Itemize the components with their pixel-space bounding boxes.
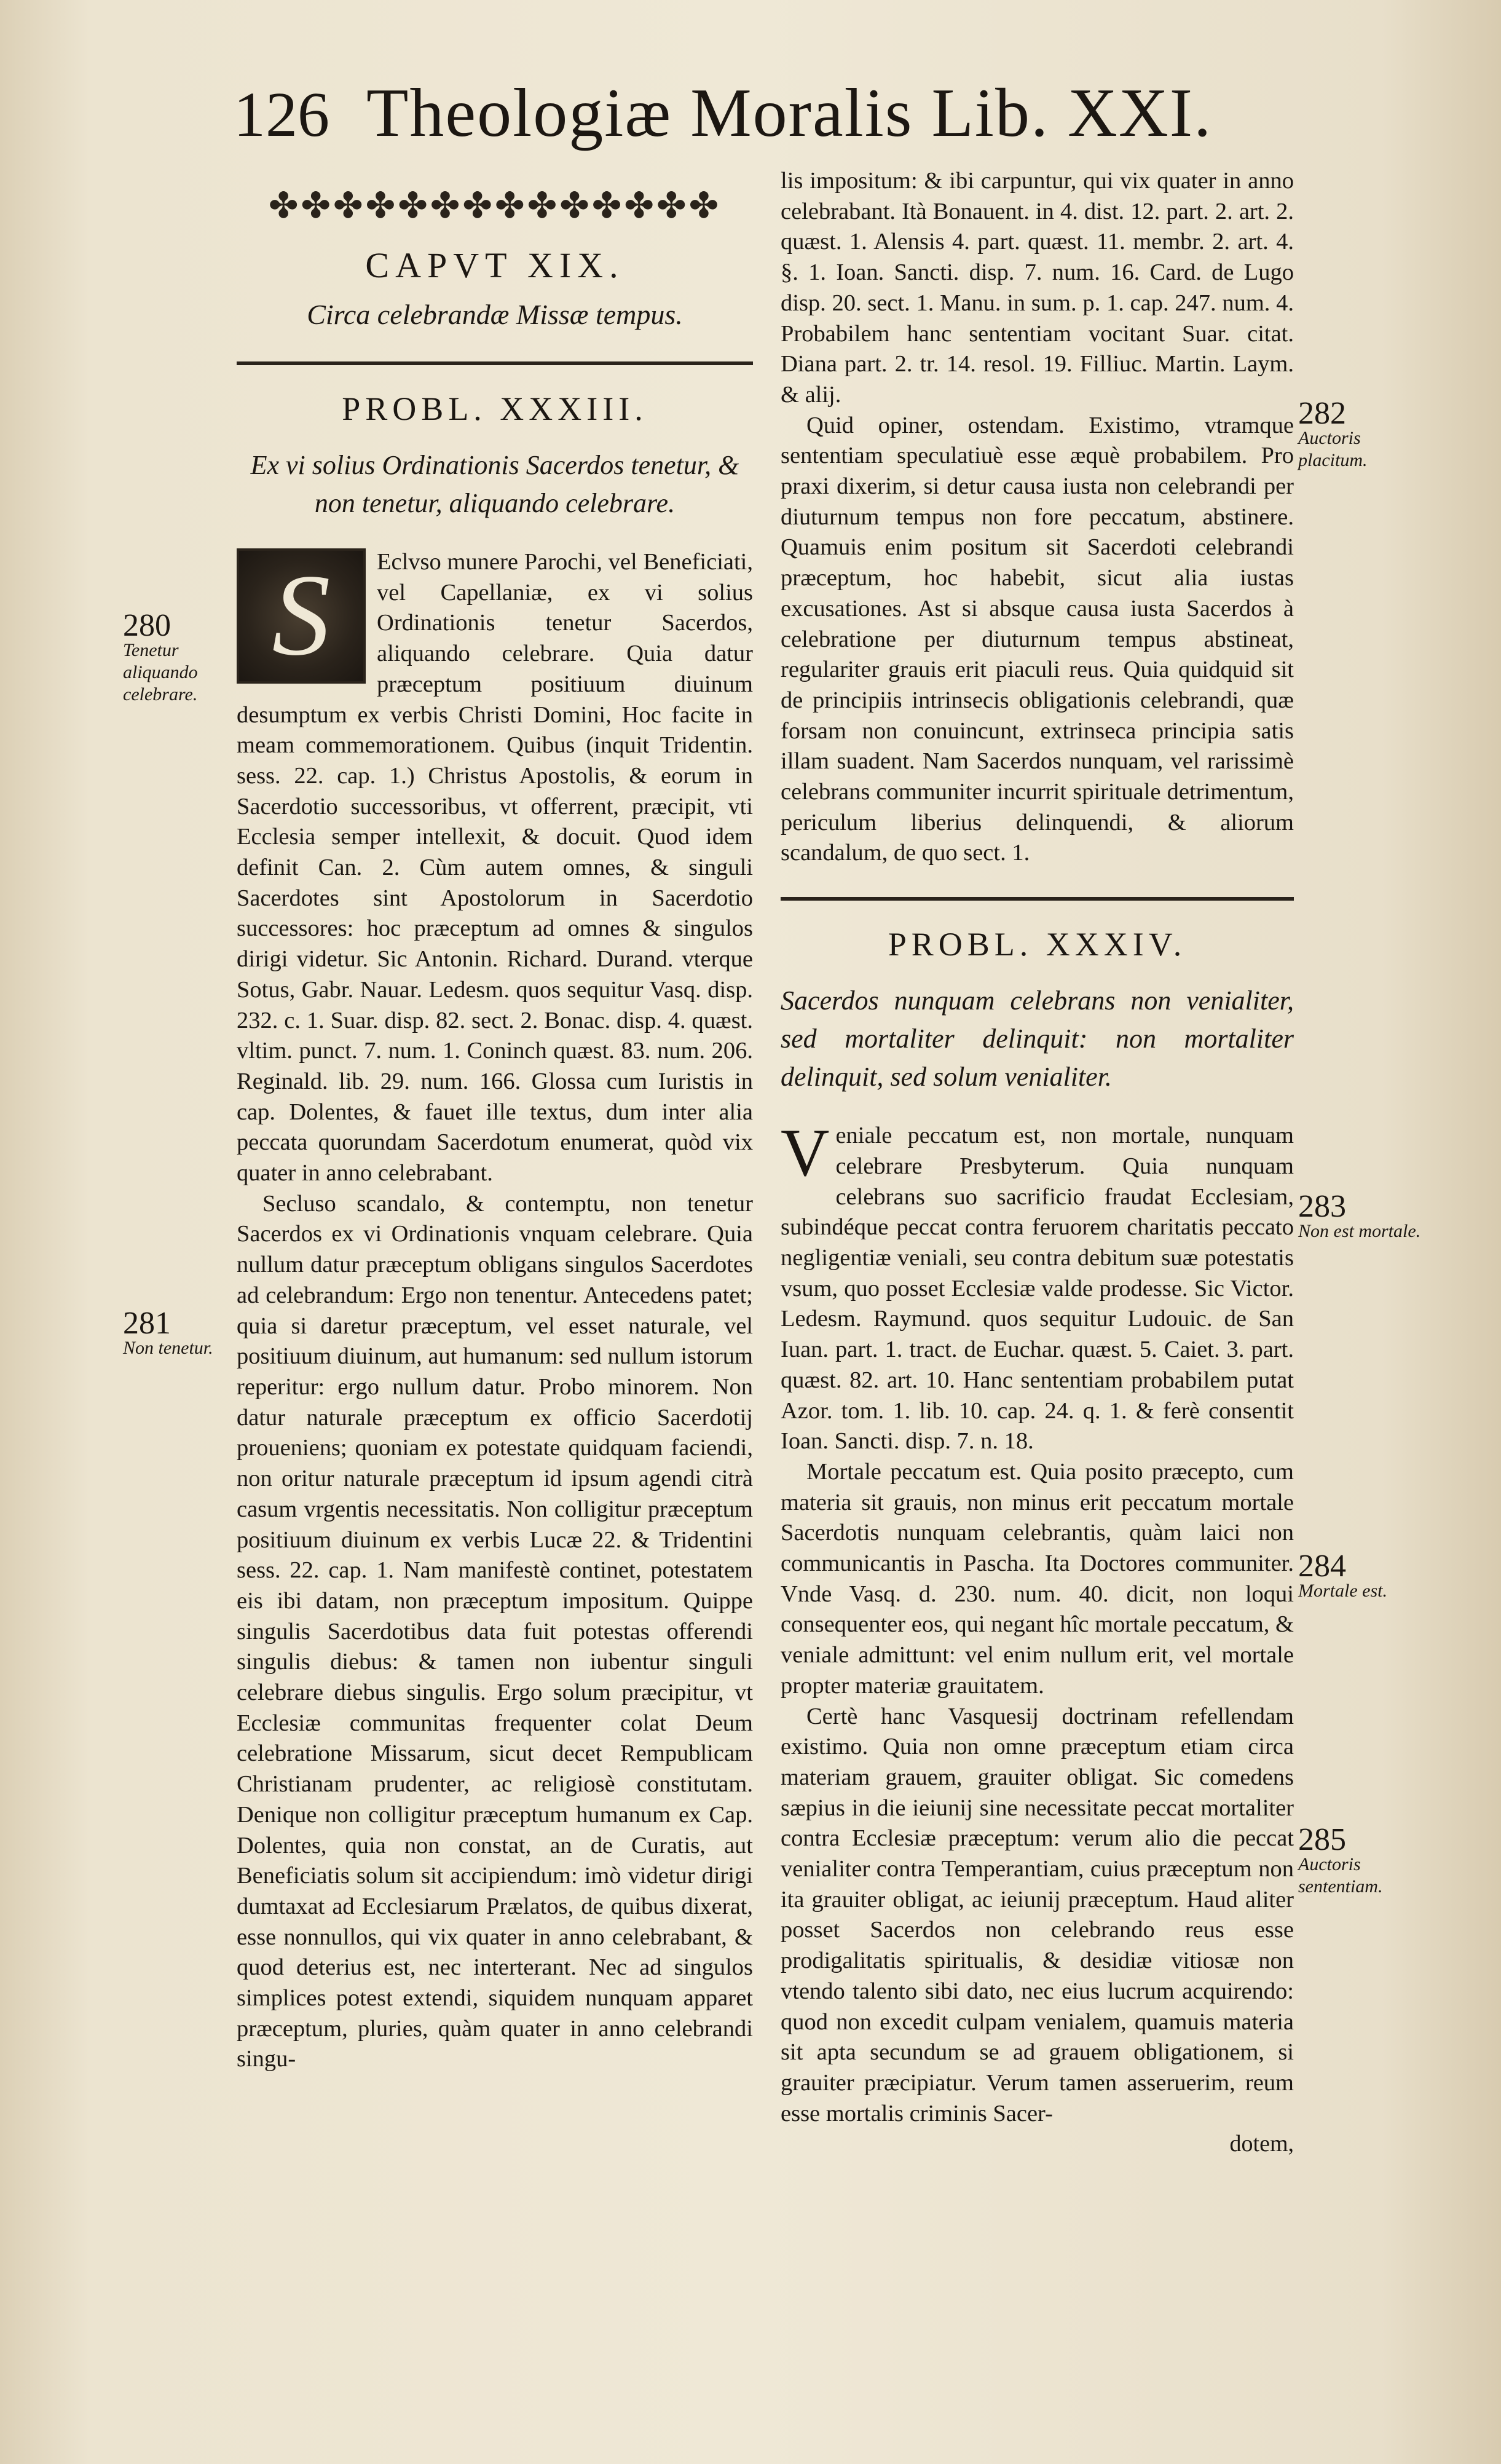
paragraph-text: eniale peccatum est, non mortale, nunquam celebrare Presbyterum. Quia nunquam celebrans suo sacrificio fraudat Ecclesiam, subindéque peccat contra feruorem charitatis peccato negligentiæ veniali, seu contra debitum suæ potestatis vsum, quo posset Ecclesiæ valde prodesse. Sic Victor. Ledesm. Raymund. quos sequitur Ludouic. de San Iuan. part. 1. tract. de Euchar. quæst. 5. Caiet. 3. part. quæst. 82. art. 10. Hanc sententiam probabilem putat Azor. tom. 1. lib. 10. cap. 24. q. 1. & ferè consentit Ioan. Sancti. disp. 7. n. 18. <box>781 1123 1294 1455</box>
problem-subtitle: Ex vi solius Ordinationis Sacerdos tenetur, & non tenetur, aliquando celebrare. <box>250 450 739 518</box>
left-column <box>237 184 753 2075</box>
initial-letter: V <box>781 1115 830 1191</box>
running-title: Theologiæ Moralis Lib. XXI. <box>366 75 1213 151</box>
decorated-initial: S <box>237 548 366 684</box>
body-text <box>781 166 1294 869</box>
paragraph <box>781 1115 1294 1457</box>
problem-subtitle: Sacerdos nunquam celebrans non venialiter, sed mortaliter delinquit: non mortaliter delinquit, sed solum venialiter. <box>781 985 1294 1092</box>
margin-number: 282 <box>1298 396 1346 431</box>
margin-text: Non tenetur. <box>123 1338 213 1358</box>
margin-number: 283 <box>1298 1189 1346 1224</box>
margin-text: Tenetur aliquando celebrare. <box>123 640 198 705</box>
body-text <box>237 547 753 2075</box>
right-column <box>781 166 1294 2160</box>
divider-rule <box>781 897 1294 901</box>
catchword: dotem, <box>1229 2131 1294 2157</box>
paragraph: Quid opiner, ostendam. Existimo, vtramque sententiam speculatiuè esse æquè probabilem. Pro praxi dixerim, si detur causa iusta non celebrandi per diuturnum tempus non fore peccatum, abstinere. Quamuis enim positum sit Sacerdoti celebrandi præceptum, hoc habebit, sicut alia iustas excusationes. Ast si absque causa iusta Sacerdos à celebratione per diuturnum tempus abstineat, regulariter grauis erit piaculi reus. Quia quidquid sit de principiis intrinsecis obligationis celebrandi, quæ forsam non conuincunt, extrinseca principia satis illam suadent. Nam Sacerdos nunquam, vel rarissimè celebrans communiter incurrit spirituale detrimentum, periculum liberius delinquendi, & aliorum scandalum, de quo sect. 1. <box>781 412 1294 866</box>
margin-number: 285 <box>1298 1822 1346 1857</box>
margin-note <box>123 1306 234 1359</box>
paragraph: lis impositum: & ibi carpuntur, qui vix quater in anno celebrabant. Ità Bonauent. in 4. dist. 12. part. 2. art. 2. quæst. 1. Alensis 4. part. quæst. 11. membr. 2. art. 4. §. 1. Ioan. Sancti. disp. 7. num. 16. Card. de Lugo disp. 20. sect. 1. Manu. in sum. p. 1. cap. 247. num. 4. Probabilem hanc sententiam vocitant Suar. citat. Diana part. 2. tr. 14. resol. 19. Filliuc. Martin. Laym. & alij. <box>781 168 1294 408</box>
margin-note <box>123 608 234 706</box>
margin-note <box>1298 1189 1421 1242</box>
margin-note <box>1298 1549 1421 1602</box>
margin-number: 280 <box>123 608 171 643</box>
ornament-band: ✤✤✤✤✤✤✤✤✤✤✤✤✤✤ <box>268 186 722 226</box>
paragraph: Certè hanc Vasquesij doctrinam refellendam existimo. Quia non omne præceptum etiam circa materiam grauem, grauiter obligat. Sic comedens sæpius in die ieiunij sine necessitate peccat mortaliter contra Ecclesiæ præceptum: verum alio die peccat venialiter contra Temperantiam, cuius præceptum non ita grauiter obligat, ac ieiunij præceptum. Haud aliter posset Sacerdos non celebrando reus esse prodigalitatis spiritualis, & desidiæ vitiosæ non vtendo talento sibi dato, nec eius lucrum acquirendo: quod non excedit culpam venialem, quamuis materia sit apta secundum se ad grauem obligationem, si grauiter præcipiatur. Verum tamen asseruerim, reum esse mortalis criminis Sacer- <box>781 1703 1294 2126</box>
problem-title: PROBL. XXXIII. <box>342 390 648 427</box>
paragraph: Secluso scandalo, & contemptu, non tenetur Sacerdos ex vi Ordinationis vnquam celebrare. Quia nullum datur præceptum obligans singulos Sacerdotes ad celebrandum: Ergo non tenentur. Antecedens patet; quia si daretur præceptum, vel esset naturale, vel positiuum diuinum, aut humanum: sed nullum istorum reperitur: ergo nullum datur. Probo minorem. Non datur naturale præceptum ex officio Sacerdotij proueniens; quoniam ex potestate quidquam faciendi, non oritur naturale præceptum id ipsum agendi citrà casum vrgentis necessitatis. Non colligitur præceptum positiuum diuinum ex verbis Lucæ 22. & Tridentini sess. 22. cap. 1. Nam manifestè continet, potestatem eis ibi datam, non præceptum impositum. Quippe singulis Sacerdotibus data fuit potestas offerendi singulis diebus: & tamen non iubentur singuli celebrare diebus singulis. Ergo solum præcipitur, vt Ecclesiæ communitas frequenter colat Deum celebratione Missarum, sicut decet Rempublicam Christianam prudenter, ac religiosè constitutam. Denique non colligitur præceptum humanum ex Cap. Dolentes, quia non constat, an de Curatis, aut Beneficiatis solum sit accipiendum: imò videtur dirigi dumtaxat ad Ecclesiarum Prælatos, de quibus dixerat, esse nonnullos, qui vix quater in anno celebrabant, & quod deterius est, nec interterant. Nec ad singulos simplices potest extendi, siquidem nunquam apparet præceptum, pluries, quàm quater in anno celebrandi singu- <box>237 1190 753 2072</box>
margin-text: Mortale est. <box>1298 1581 1387 1601</box>
body-text <box>781 1115 1294 2160</box>
chapter-subtitle: Circa celebrandæ Missæ tempus. <box>307 299 683 330</box>
margin-note <box>1298 396 1421 472</box>
margin-note <box>1298 1822 1421 1898</box>
margin-text: Non est mortale. <box>1298 1221 1421 1241</box>
chapter-title: CAPVT XIX. <box>365 245 624 285</box>
page-header <box>234 74 1217 160</box>
problem-title: PROBL. XXXIV. <box>888 926 1187 963</box>
margin-text: Auctoris sententiam. <box>1298 1854 1383 1897</box>
margin-text: Auctoris placitum. <box>1298 428 1368 470</box>
divider-rule <box>237 361 753 365</box>
paragraph: Eclvso munere Parochi, vel Beneficiati, vel Capellaniæ, ex vi solius Ordinationis tenetur Sacerdos, aliquando celebrare. Quia datur præceptum positiuum diuinum desumptum ex verbis Christi Domini, Hoc facite in meam commemorationem. Quibus (inquit Tridentin. sess. 22. cap. 1.) Christus Apostolis, & eorum in Sacerdotio successoribus, vt offerrent, præcipit, vti Ecclesia semper intellexit, & docuit. Quod idem definit Can. 2. Cùm autem omnes, & singuli Sacerdotes sint Apostolorum in Sacerdotio successores: hoc præceptum ad omnes & singulos dirigi videtur. Sic Antonin. Richard. Durand. vterque Sotus, Gabr. Nauar. Ledesm. quos sequitur Vasq. disp. 232. c. 1. Suar. disp. 82. sect. 2. Bonac. disp. 4. quæst. vltim. punct. 7. num. 1. Coninch quæst. 83. num. 206. Reginald. lib. 29. num. 166. Glossa cum Iuristis in cap. Dolentes, & fauet ille textus, dum inter alia peccata quorundam Sacerdotum enumerat, quòd vix quater in anno celebrabant. <box>237 549 753 1187</box>
page-number: 126 <box>234 79 329 150</box>
margin-number: 281 <box>123 1306 171 1341</box>
paragraph: Mortale peccatum est. Quia posito præcepto, cum materia sit grauis, non minus erit peccatum mortale Sacerdotis nunquam celebrantis, quàm laici non communicantis in Pascha. Ita Doctores communiter. Vnde Vasq. d. 230. num. 40. dicit, non loqui consequenter eos, qui negant hîc mortale peccatum, & veniale admittunt: vel enim nullum erit, vel mortale propter materiæ grauitatem. <box>781 1458 1294 1699</box>
margin-number: 284 <box>1298 1549 1346 1584</box>
